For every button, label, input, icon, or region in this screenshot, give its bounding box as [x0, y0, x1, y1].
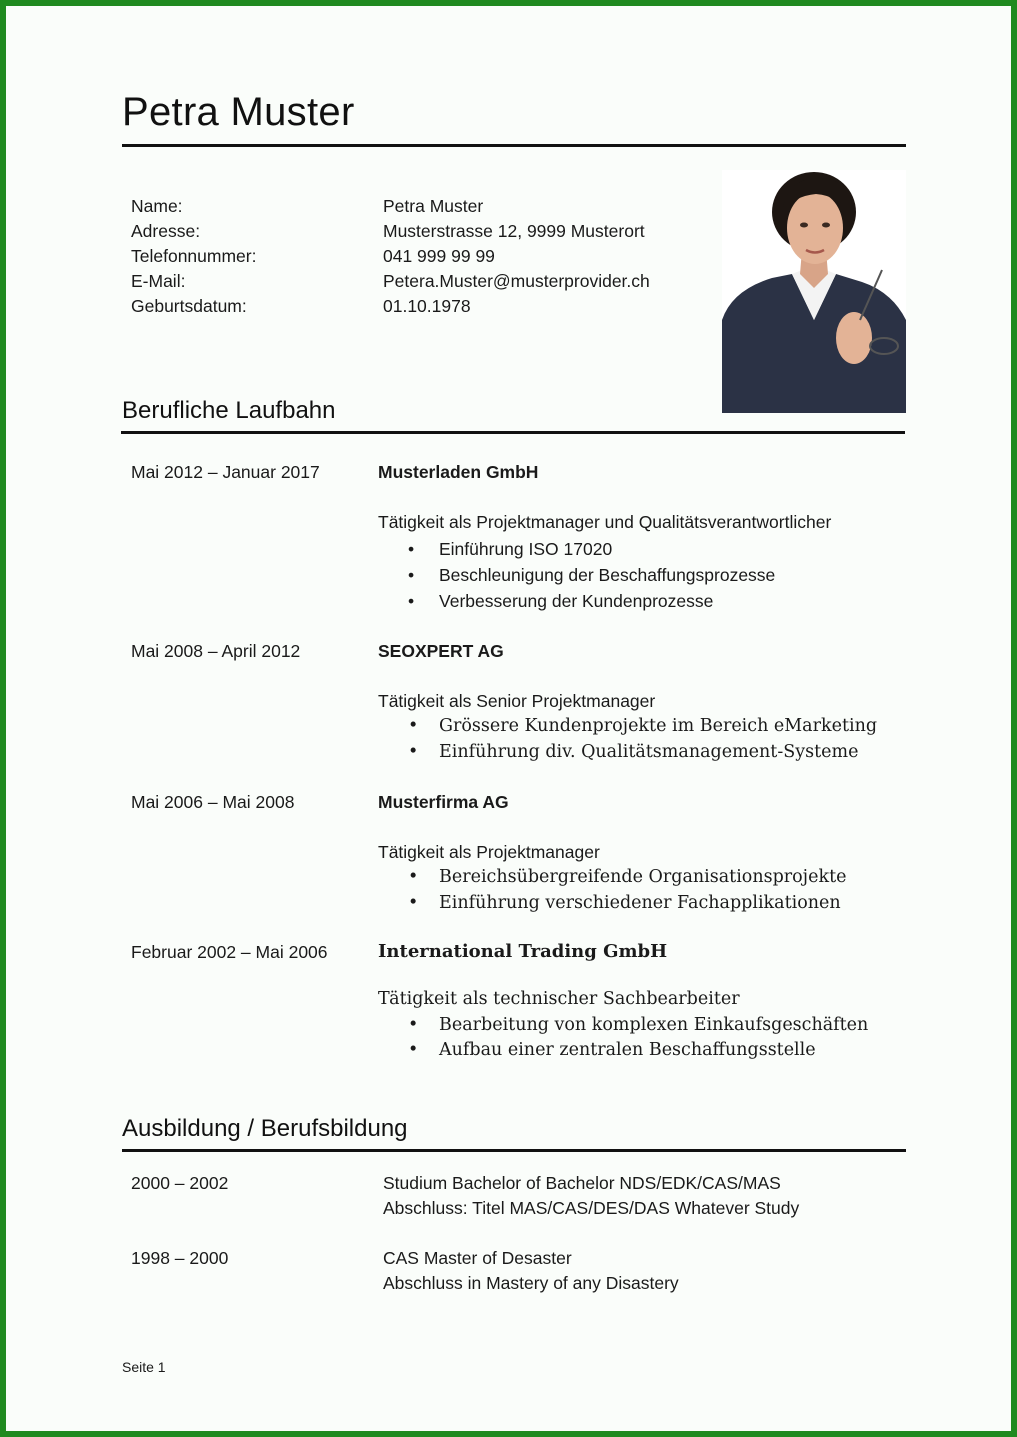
career-period: Mai 2006 – Mai 2008	[131, 792, 295, 812]
info-label: Geburtsdatum:	[131, 296, 247, 316]
info-value: Petra Muster	[383, 196, 484, 216]
bullet-icon: •	[408, 565, 415, 585]
bullet-text: Bearbeitung von komplexen Einkaufsgeschäften	[439, 1015, 869, 1035]
career-period: Mai 2012 – Januar 2017	[131, 462, 320, 482]
info-label: E-Mail:	[131, 271, 186, 291]
section-title-career: Berufliche Laufbahn	[122, 397, 336, 424]
page-title: Petra Muster	[122, 90, 355, 134]
education-line: Abschluss: Titel MAS/CAS/DES/DAS Whatever Study	[383, 1198, 800, 1218]
list-item	[408, 565, 775, 586]
list-item	[408, 867, 846, 887]
list-item	[408, 742, 858, 762]
bullet-text: Verbesserung der Kundenprozesse	[439, 591, 714, 611]
portrait-photo	[722, 170, 906, 413]
bullet-text: Aufbau einer zentralen Beschaffungsstelle	[439, 1040, 816, 1060]
bullet-icon: •	[408, 1015, 419, 1035]
bullet-text: Grössere Kundenprojekte im Bereich eMarketing	[439, 716, 878, 736]
career-company: International Trading GmbH	[378, 941, 668, 962]
page-number: Seite 1	[122, 1359, 166, 1375]
bullet-icon: •	[408, 716, 419, 736]
education-divider	[122, 1149, 906, 1152]
career-company: Musterladen GmbH	[378, 462, 539, 482]
list-item	[408, 716, 877, 736]
info-label: Name:	[131, 196, 183, 216]
info-value: 01.10.1978	[383, 296, 471, 316]
bullet-text: Einführung ISO 17020	[439, 539, 613, 559]
bullet-text: Bereichsübergreifende Organisationsprojekte	[439, 867, 847, 887]
info-label: Adresse:	[131, 221, 201, 241]
career-role: Tätigkeit als Projektmanager	[378, 842, 600, 862]
list-item	[408, 591, 713, 612]
bullet-text: Einführung verschiedener Fachapplikationen	[439, 893, 841, 913]
bullet-icon: •	[408, 742, 419, 762]
career-role: Tätigkeit als Projektmanager und Qualitätsverantwortlicher	[378, 512, 832, 532]
career-period: Mai 2008 – April 2012	[131, 641, 301, 661]
bullet-text: Einführung div. Qualitätsmanagement-Systeme	[439, 742, 859, 762]
section-title-education: Ausbildung / Berufsbildung	[122, 1115, 408, 1142]
info-value: Petera.Muster@musterprovider.ch	[383, 271, 650, 291]
career-divider	[121, 431, 905, 434]
career-company: SEOXPERT AG	[378, 641, 504, 661]
bullet-icon: •	[408, 591, 415, 611]
career-period: Februar 2002 – Mai 2006	[131, 942, 328, 962]
portrait-illustration	[722, 170, 906, 413]
bullet-icon: •	[408, 867, 419, 887]
career-role: Tätigkeit als Senior Projektmanager	[378, 691, 656, 711]
education-period: 2000 – 2002	[131, 1173, 229, 1193]
bullet-icon: •	[408, 539, 415, 559]
bullet-icon: •	[408, 1040, 419, 1060]
career-role: Tätigkeit als technischer Sachbearbeiter	[378, 989, 740, 1009]
education-line: CAS Master of Desaster	[383, 1248, 572, 1268]
list-item	[408, 893, 841, 913]
education-period: 1998 – 2000	[131, 1248, 229, 1268]
list-item	[408, 1015, 868, 1035]
bullet-text: Beschleunigung der Beschaffungsprozesse	[439, 565, 776, 585]
education-line: Studium Bachelor of Bachelor NDS/EDK/CAS/MAS	[383, 1173, 781, 1193]
title-divider	[122, 144, 906, 147]
list-item	[408, 539, 612, 560]
list-item	[408, 1040, 816, 1060]
info-value: Musterstrasse 12, 9999 Musterort	[383, 221, 645, 241]
bullet-icon: •	[408, 893, 419, 913]
info-value: 041 999 99 99	[383, 246, 495, 266]
education-line: Abschluss in Mastery of any Disastery	[383, 1273, 679, 1293]
info-label: Telefonnummer:	[131, 246, 257, 266]
career-company: Musterfirma AG	[378, 792, 509, 812]
